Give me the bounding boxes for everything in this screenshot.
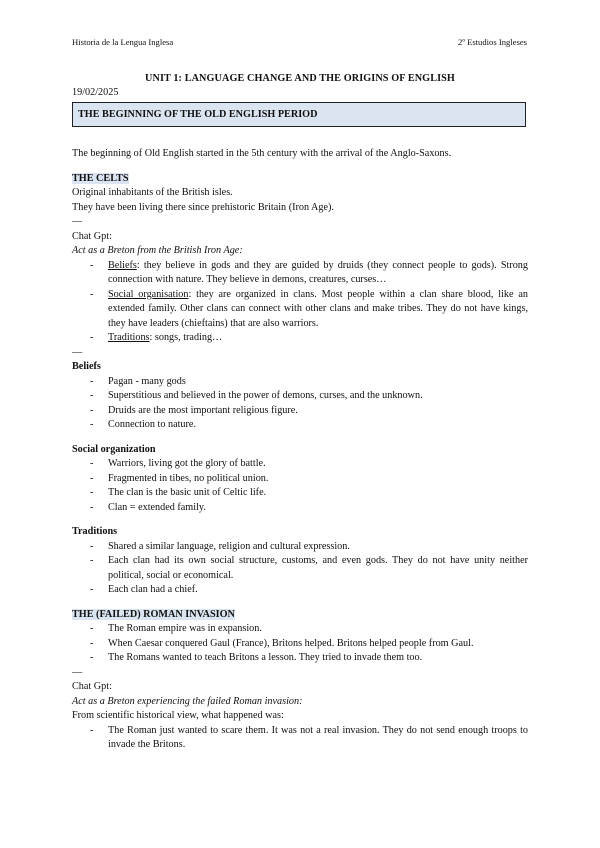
celts-line-2: They have been living there since prehistoric Britain (Iron Age). [72, 201, 334, 213]
unit-title: UNIT 1: LANGUAGE CHANGE AND THE ORIGINS OF ENGLISH [145, 73, 455, 84]
chat-prompt: Act as a Breton from the British Iron Age: [72, 245, 243, 256]
social-heading: Social organization [72, 443, 156, 455]
list-item: - Each clan had a chief. [90, 584, 198, 595]
list-item: - The Roman empire was in expansion. [90, 623, 262, 634]
list-item: - Clan = extended family. [90, 501, 206, 513]
list-item: - Each clan had its own social structure, customs, and even gods. They do not have unity neither political, social or economical. [90, 555, 528, 581]
header-course: Historia de la Lengua Inglesa [72, 37, 174, 47]
list-item: - Pagan - many gods [90, 375, 186, 387]
chat-prompt: Act as a Breton experiencing the failed Roman invasion: [72, 695, 303, 707]
bullet-dash: - [90, 288, 94, 300]
body-content [72, 147, 528, 753]
header-program: 2º Estudios Ingleses [457, 37, 527, 47]
list-item: - Fragmented in tibes, no political union. [90, 472, 269, 484]
beliefs-list [72, 375, 528, 433]
celts-line-1: Original inhabitants of the British isles. [72, 187, 233, 198]
beliefs-heading: Beliefs [72, 361, 101, 372]
social-list [72, 457, 528, 515]
chat-label: Chat Gpt: [72, 681, 112, 692]
list-item: - Warriors, living got the glory of battle. [90, 458, 266, 469]
celts-heading: THE CELTS [72, 172, 129, 184]
traditions-list [72, 540, 528, 598]
bullet-dash: - [90, 259, 94, 271]
roman-view-list [72, 724, 528, 753]
list-item: - The Romans wanted to teach Britons a lesson. They tried to invade them too. [90, 652, 423, 663]
roman-list [72, 622, 528, 666]
date: 19/02/2025 [72, 87, 119, 98]
divider: — [72, 216, 83, 227]
list-item: - Shared a similar language, religion and cultural expression. [90, 540, 350, 552]
historical-view: From scientific historical view, what happened was: [72, 710, 284, 721]
divider: — [72, 666, 83, 678]
intro-paragraph: The beginning of Old English started in the 5th century with the arrival of the Anglo-Saxons. [72, 148, 452, 159]
list-item: - The Roman just wanted to scare them. It was not a real invasion. They do not send enough troops to invade the Britons. [90, 724, 528, 750]
divider: — [72, 346, 83, 358]
roman-heading: THE (FAILED) ROMAN INVASION [72, 608, 235, 620]
traditions-heading: Traditions [72, 526, 118, 537]
list-item: - Beliefs: they believe in gods and they are guided by druids (they connect people to gods). Strong connection with nature. They believe in demons, creatures, curses… [90, 259, 528, 285]
list-item: - Traditions: songs, trading… [72, 331, 528, 346]
list-item: - When Caesar conquered Gaul (France), Britons helped. Britons helped people from Gaul. [90, 637, 474, 649]
celts-chat-list [72, 259, 528, 346]
list-item: - Superstitious and believed in the power of demons, curses, and the unknown. [90, 390, 423, 401]
list-item: - The clan is the basic unit of Celtic life. [90, 487, 267, 498]
bullet-dash: - [90, 332, 94, 343]
list-item: - Social organisation: they are organized in clans. Most people within a clan share blood, like an extended family. Other clans can connect with other clans and make tribes. They do not have kings, they have leaders (chieftains) that are also warriors. [90, 288, 528, 329]
section-box-heading: THE BEGINNING OF THE OLD ENGLISH PERIOD [72, 102, 526, 127]
list-item: - Druids are the most important religious figure. [90, 404, 298, 416]
chat-label: Chat Gpt: [72, 230, 112, 242]
list-item: - Connection to nature. [90, 419, 196, 430]
